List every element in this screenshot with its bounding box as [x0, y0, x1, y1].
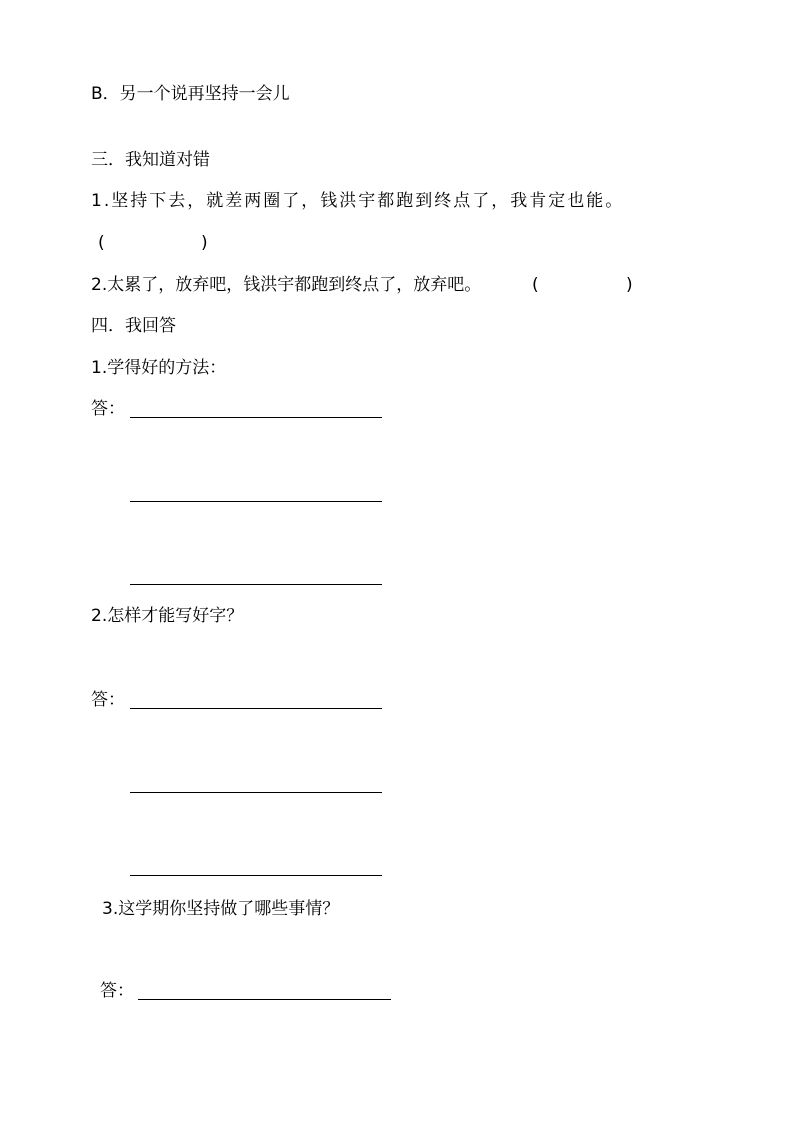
section-3-title: 三．我知道对错 [91, 150, 210, 170]
question-4-1-text: 1.学得好的方法： [91, 358, 227, 378]
question-4-3-answer-label: 答： [100, 981, 134, 1001]
option-b-text: B．另一个说再坚持一会儿 [91, 84, 290, 104]
question-4-3-text: 3.这学期你坚持做了哪些事情？ [102, 899, 340, 919]
answer-line[interactable] [130, 875, 382, 876]
question-3-1-paren-close: ) [201, 233, 208, 253]
answer-line[interactable] [130, 792, 382, 793]
question-3-1-paren-open: ( [98, 233, 105, 253]
question-4-2-answer-label: 答： [91, 690, 125, 710]
answer-line[interactable] [130, 584, 382, 585]
answer-line[interactable] [138, 999, 391, 1000]
section-4-title: 四．我回答 [91, 316, 176, 336]
question-4-2-text: 2.怎样才能写好字？ [91, 606, 244, 626]
answer-line[interactable] [130, 708, 382, 709]
question-3-1-text: 1.坚持下去，就差两圈了，钱洪宇都跑到终点了，我肯定也能。 [91, 191, 625, 211]
answer-line[interactable] [130, 417, 382, 418]
answer-line[interactable] [130, 501, 382, 502]
question-3-2-paren-open: ( [532, 275, 539, 295]
question-4-1-answer-label: 答： [91, 399, 125, 419]
question-3-2-paren-close: ) [626, 275, 633, 295]
question-3-2-text: 2.太累了，放弃吧，钱洪宇都跑到终点了，放弃吧。 [91, 275, 482, 295]
